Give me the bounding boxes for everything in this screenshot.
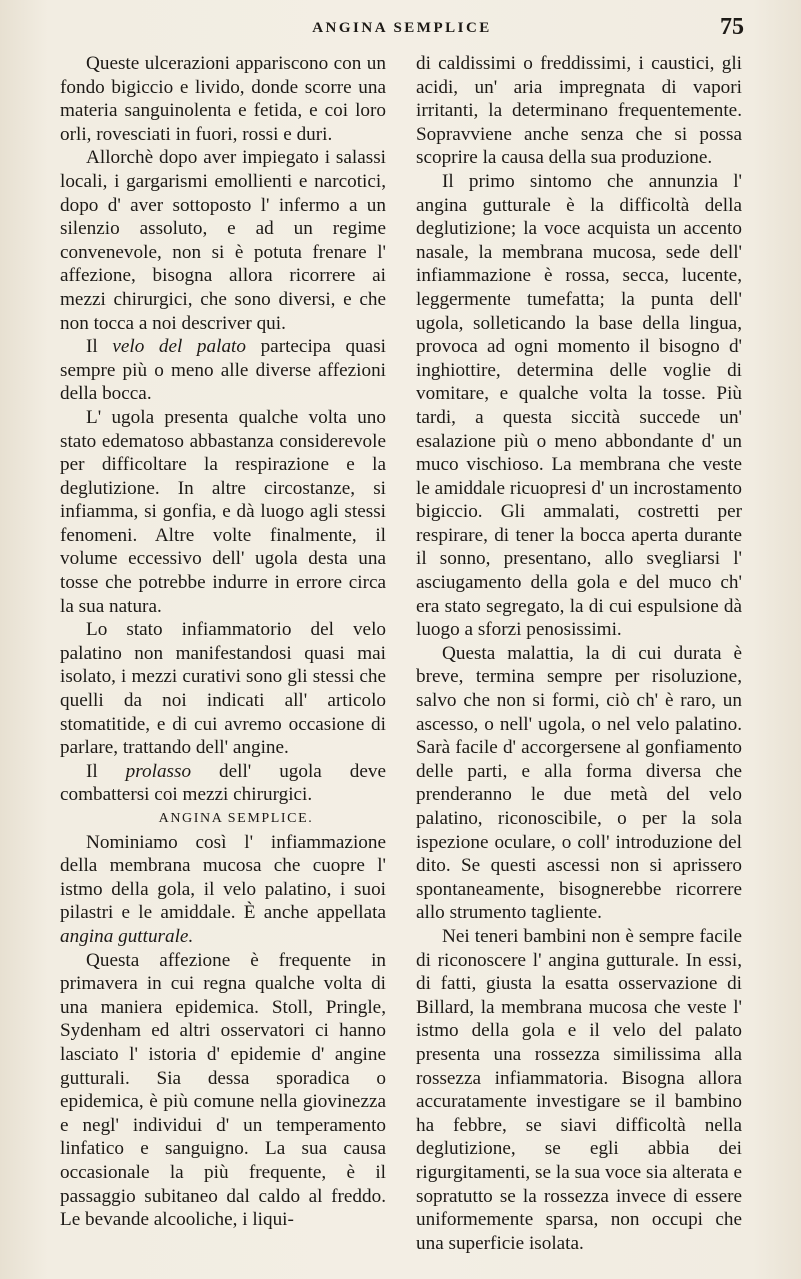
- paragraph: L' ugola presenta qualche volta uno stato edematoso abbastanza considerevole per difficoltare la respirazione e la deglutizione. In altre circostanze, si infiamma, si gonfia, e dà luogo agli stessi fenomeni. Altre volte finalmente, il volume eccessivo dell' ugola desta una tosse che potrebbe indurre in errore circa la sua natura.: [60, 406, 386, 617]
- text-run: Il: [86, 336, 113, 358]
- paragraph: [60, 760, 386, 807]
- italic-term: angina gutturale.: [60, 925, 194, 947]
- paragraph: [60, 831, 386, 949]
- paragraph: Questa malattia, la di cui durata è breve, termina sempre per risoluzione, salvo che non si formi, ciò ch' è raro, un ascesso, o nell' ugola, o nel velo palatino. Sarà facile d' accorgersene al gonfiamento delle parti, e alla forma diversa che prenderanno le due metà del velo palatino, riconoscibile, o per la sola ispezione oculare, o coll' introduzione del dito. Se questi ascessi non si aprissero spontaneamente, bisognerebbe ricorrere allo strumento tagliente.: [416, 642, 742, 924]
- text-run: Il: [86, 760, 126, 782]
- text-run: Nominiamo così l' infiammazione della membrana mucosa che cuopre l' istmo della gola, il velo palatino, i suoi pilastri e le amiddale. È anche appellata: [60, 831, 386, 924]
- page-number: 75: [720, 14, 744, 40]
- text-run: partecipa quasi sempre più o meno alle diverse affezioni della bocca.: [60, 336, 386, 405]
- paragraph: Nei teneri bambini non è sempre facile di riconoscere l' angina gutturale. In essi, di fatti, giusta la esatta osservazione di Billard, la membrana mucosa che veste l' istmo della gola e il velo del palato presenta una rossezza similissima alla rossezza infiammatoria. Bisogna allora accuratamente investigare se il bambino ha febbre, se siavi difficoltà nella deglutizione, se egli abbia dei rigurgitamenti, se la sua voce sia alterata e sopratutto se la rossezza invece di essere uniformemente sparsa, non occupi che una superficie isolata.: [416, 925, 742, 1254]
- italic-term: velo del palato: [112, 336, 246, 358]
- paragraph: di caldissimi o freddissimi, i caustici, gli acidi, un' aria impregnata di vapori irritanti, la determinano frequentemente. Sopravviene anche senza che si possa scoprire la causa della sua produzione.: [416, 53, 742, 169]
- left-column: [60, 52, 386, 1232]
- italic-term: prolasso: [125, 760, 192, 782]
- paragraph: Allorchè dopo aver impiegato i salassi locali, i gargarismi emollienti e narcotici, dopo d' aver sottoposto l' infermo a un silenzio assoluto, e ad un regime convenevole, non si è potuta frenare l' affezione, bisogna allora ricorrere ai mezzi chirurgici, che sono diversi, e che non tocca a noi descriver qui.: [60, 147, 386, 334]
- text-run: dell' ugola deve combattersi coi mezzi chirurgici.: [60, 760, 386, 806]
- paragraph: Il primo sintomo che annunzia l' angina gutturale è la difficoltà della deglutizione; la voce acquista un accento nasale, la membrana mucosa, sede dell' infiammazione è rossa, secca, lucente, leggermente tumefatta; la punta dell' ugola, solleticando la base della lingua, provoca ad ogni momento il bisogno d' inghiottire, determina delle voglie di vomitare, e qualche volta la tosse. Più tardi, a questa siccità succede un' esalazione più o meno abbondante d' un muco vischioso. La membrana che veste le amiddale ricuopresi d' un incrostamento bigiccio. Gli ammalati, costretti per respirare, di tener la bocca aperta durante il sonno, presentano, allo svegliarsi l' asciugamento della gola e del muco ch' era stato segregato, la di cui espulsione dà luogo a sforzi penosissimi.: [416, 170, 742, 641]
- paragraph: Queste ulcerazioni appariscono con un fondo bigiccio e livido, donde scorre una materia sanguinolenta e fetida, e coi loro orli, rovesciati in fuori, rossi e duri.: [60, 53, 386, 145]
- paragraph: Lo stato infiammatorio del velo palatino non manifestandosi quasi mai isolato, i mezzi curativi sono gli stessi che quelli da noi indicati all' articolo stomatitide, e di cui avremo occasione di parlare, trattando dell' angine.: [60, 619, 386, 759]
- right-column: [416, 52, 742, 1255]
- running-head: ANGINA SEMPLICE: [312, 20, 492, 36]
- paragraph: [60, 335, 386, 406]
- page-header: [52, 14, 752, 44]
- paragraph: Questa affezione è frequente in primavera in cui regna qualche volta di una maniera epidemica. Stoll, Pringle, Sydenham ed altri osservatori ci hanno lasciato l' istoria d' epidemie d' angine gutturali. Sia dessa sporadica o epidemica, è più comune nella giovinezza e negl' individui d' un temperamento linfatico e sanguigno. La sua causa occasionale la più frequente, è il passaggio subitaneo dal caldo al freddo. Le bevande alcooliche, i liqui-: [60, 949, 386, 1231]
- section-heading: ANGINA SEMPLICE.: [158, 811, 314, 826]
